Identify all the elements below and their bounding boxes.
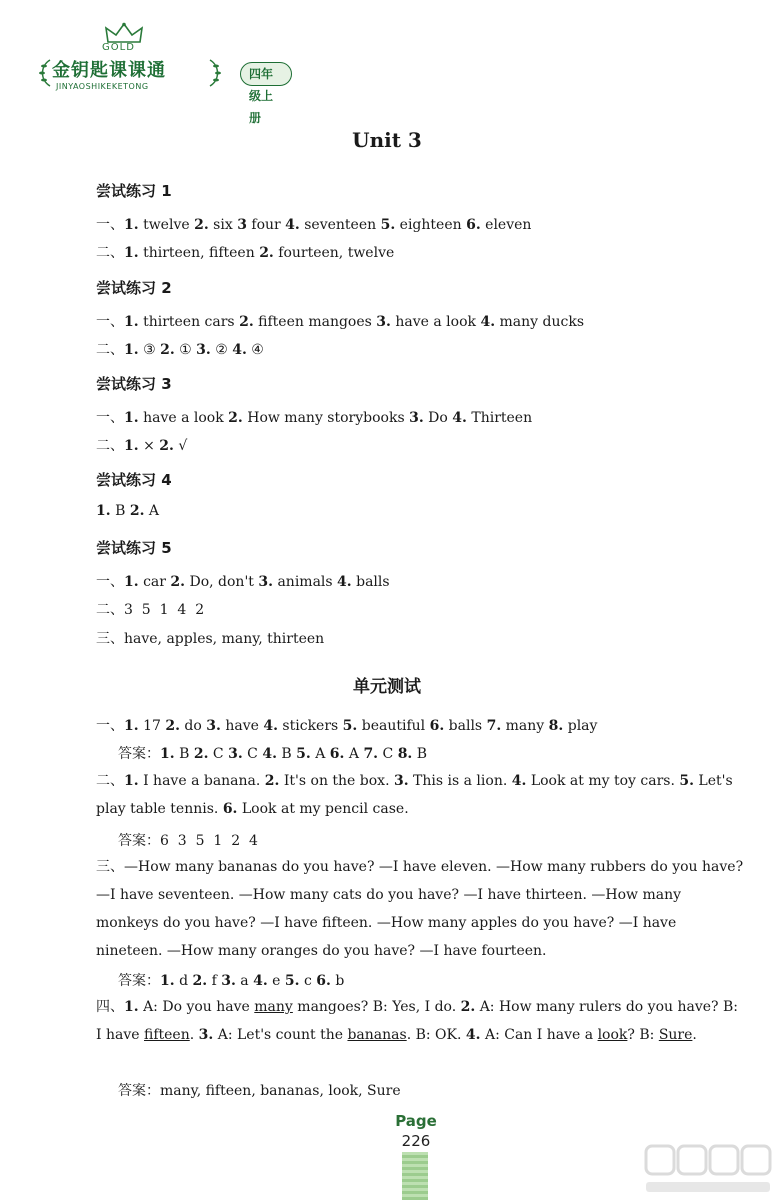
unit-title: Unit 3	[352, 128, 422, 152]
practice-5-line-1: 一、1. car 2. Do, don't 3. animals 4. balls	[96, 574, 390, 590]
brand-pinyin: JINYAOSHIKEKETONG	[56, 82, 149, 91]
practice-3-line-2: 二、1. × 2. √	[96, 438, 188, 454]
practice-5-title: 尝试练习 5	[96, 539, 172, 557]
practice-4-line-1: 1. B 2. A	[96, 503, 160, 519]
practice-2-line-1: 一、1. thirteen cars 2. fifteen mangoes 3. have a look 4. many ducks	[96, 314, 585, 330]
blank-answer: fifteen	[144, 1027, 190, 1043]
brand-logo	[52, 22, 292, 125]
practice-2-line-2: 二、1. ③ 2. ① 3. ② 4. ④	[96, 342, 264, 358]
brand-gold: GOLD	[102, 42, 135, 53]
test-q3-answer: 答案：1. d 2. f 3. a 4. e 5. c 6. b	[118, 973, 345, 989]
grade-badge: 四年级上册	[240, 62, 292, 86]
test-q4: 四、1. A: Do you have many mangoes? B: Yes, I do. 2. A: How many rulers do you have? B: I have fifteen. 3. A: Let's count the bananas. B: OK. 4. A: Can I have a look? B: Sure.	[96, 999, 739, 1043]
practice-2-title: 尝试练习 2	[96, 279, 172, 297]
practice-1-line-1: 一、1. twelve 2. six 3 four 4. seventeen 5. eighteen 6. eleven	[96, 217, 532, 233]
blank-answer: Sure	[658, 1027, 693, 1043]
practice-5-line-3: 三、have, apples, many, thirteen	[96, 631, 325, 647]
page-label: Page	[395, 1112, 437, 1130]
test-q1: 一、1. 17 2. do 3. have 4. stickers 5. beautiful 6. balls 7. many 8. play	[96, 718, 598, 734]
practice-1-title: 尝试练习 1	[96, 182, 172, 200]
test-q3: 三、—How many bananas do you have? —I have eleven. —How many rubbers do you have? —I have seventeen. —How many cats do you have? —I have thirteen. —How many monkeys do you have? —I have fifteen. —How many apples do you have? —I have nineteen. —How many oranges do you have? —I have fourteen.	[96, 859, 744, 959]
blank-answer: bananas	[347, 1027, 407, 1043]
practice-5-line-2: 二、3 5 1 4 2	[96, 602, 205, 618]
laurel-icon	[38, 58, 52, 88]
watermark-logo	[640, 1140, 774, 1200]
laurel-icon	[208, 58, 222, 88]
blank-answer: many	[254, 999, 293, 1015]
practice-3-line-1: 一、1. have a look 2. How many storybooks 3. Do 4. Thirteen	[96, 410, 533, 426]
practice-1-line-2: 二、1. thirteen, fifteen 2. fourteen, twelve	[96, 245, 395, 261]
blank-answer: look	[597, 1027, 628, 1043]
unit-test-title: 单元测试	[353, 677, 421, 697]
practice-4-title: 尝试练习 4	[96, 471, 172, 489]
practice-3-title: 尝试练习 3	[96, 375, 172, 393]
page-number: 226	[401, 1132, 431, 1150]
crown-icon	[104, 22, 144, 44]
test-q2: 二、1. I have a banana. 2. It's on the box. 3. This is a lion. 4. Look at my toy cars. 5. Let's play table tennis. 6. Look at my pencil case.	[96, 773, 733, 817]
test-q4-answer: 答案：many, fifteen, bananas, look, Sure	[118, 1083, 401, 1099]
brand-name: 金钥匙课课通	[52, 60, 166, 81]
test-q2-answer: 答案：6 3 5 1 2 4	[118, 833, 258, 849]
test-q1-answer: 答案：1. B 2. C 3. C 4. B 5. A 6. A 7. C 8. B	[118, 746, 428, 762]
page-bar-decoration	[402, 1152, 428, 1200]
